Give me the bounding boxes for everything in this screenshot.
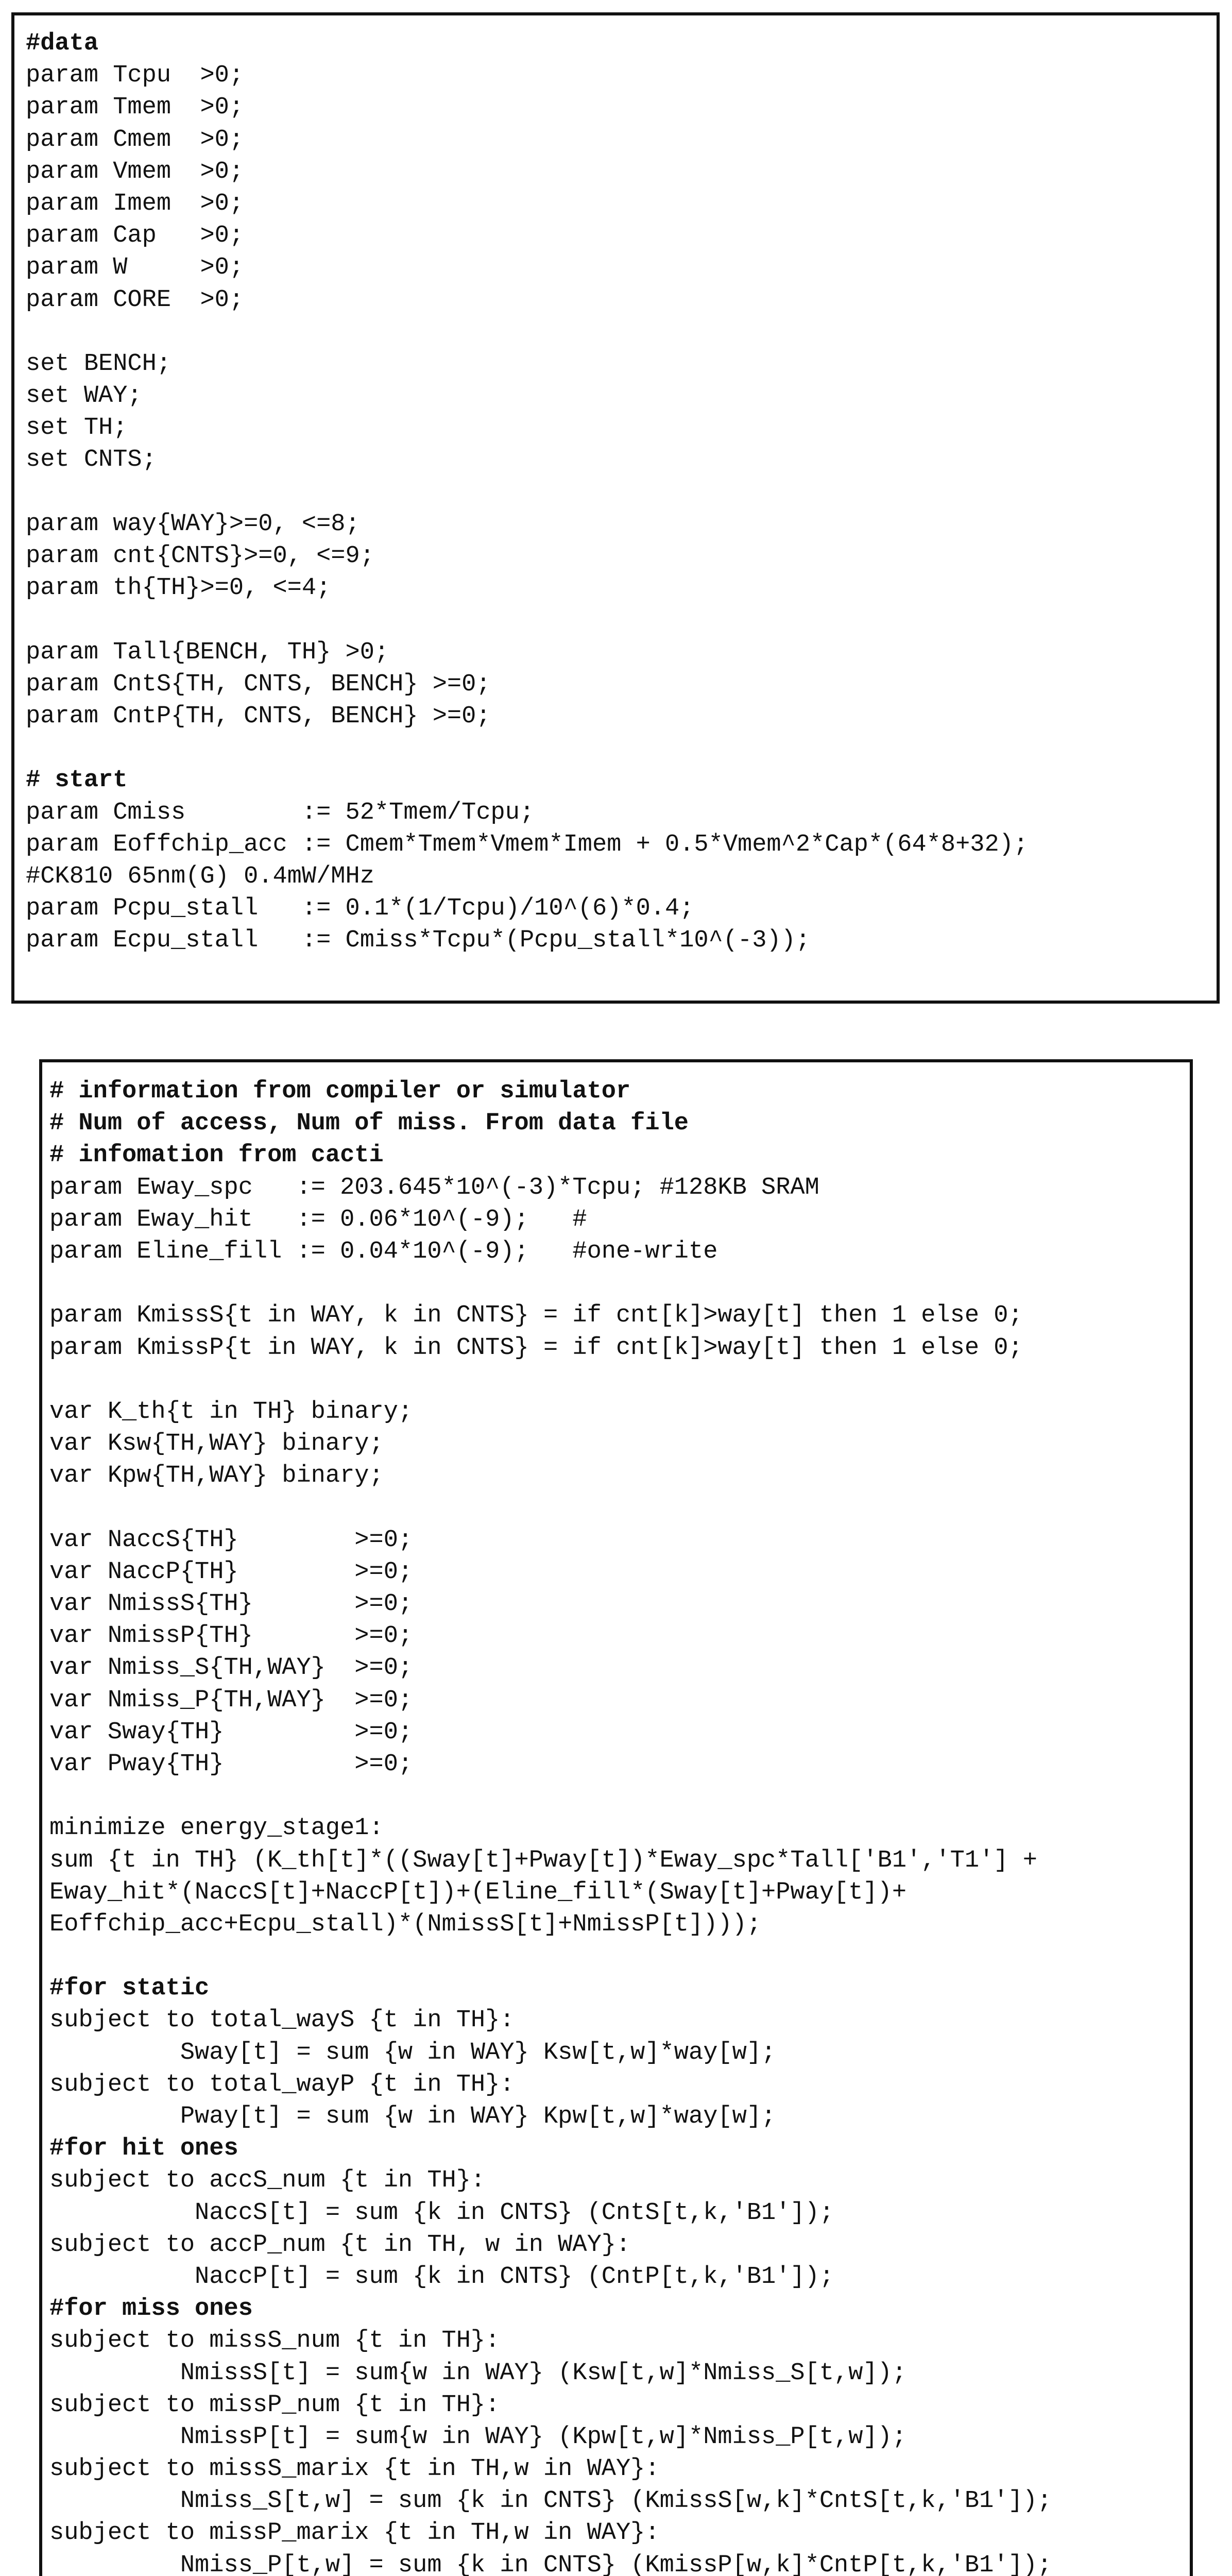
code-line: Nmiss_P[t,w] = sum {k in CNTS} (KmissP[w,k]*CntP[t,k,'B1']); xyxy=(49,2551,1052,2576)
code-line: param W >0; xyxy=(26,254,244,282)
code-line: var Nmiss_P{TH,WAY} >=0; xyxy=(49,1686,413,1714)
code-line xyxy=(26,477,1217,509)
code-line: param Tmem >0; xyxy=(26,94,244,122)
code-line: param KmissP{t in WAY, k in CNTS} = if cnt[k]>way[t] then 1 else 0; xyxy=(49,1334,1023,1362)
code-line xyxy=(49,1268,1190,1300)
code-line: # Num of access, Num of miss. From data file xyxy=(49,1110,689,1138)
code-line: NaccS[t] = sum {k in CNTS} (CntS[t,k,'B1']); xyxy=(49,2199,834,2227)
code-line: minimize energy_stage1: xyxy=(49,1815,384,1842)
code-line: param Eline_fill := 0.04*10^(-9); #one-write xyxy=(49,1238,718,1265)
code-line: # information from compiler or simulator xyxy=(49,1078,631,1105)
code-line xyxy=(26,316,1217,348)
model-file-panel xyxy=(39,1059,1193,2576)
code-line: param Cmiss := 52*Tmem/Tcpu; xyxy=(26,799,535,826)
code-line: subject to total_wayS {t in TH}: xyxy=(49,2007,515,2035)
code-line: param Eway_hit := 0.06*10^(-9); # xyxy=(49,1206,587,1233)
code-line: param KmissS{t in WAY, k in CNTS} = if cnt[k]>way[t] then 1 else 0; xyxy=(49,1302,1023,1330)
code-line: Eoffchip_acc+Ecpu_stall)*(NmissS[t]+NmissP[t]))); xyxy=(49,1910,762,1938)
code-line: Nmiss_S[t,w] = sum {k in CNTS} (KmissS[w,k]*CntS[t,k,'B1']); xyxy=(49,2487,1052,2515)
code-line: Pway[t] = sum {w in WAY} Kpw[t,w]*way[w]; xyxy=(49,2103,776,2130)
code-line xyxy=(26,604,1217,636)
code-line: var NmissS{TH} >=0; xyxy=(49,1590,413,1618)
code-line: set CNTS; xyxy=(26,446,157,474)
code-line: param Tcpu >0; xyxy=(26,62,244,90)
code-line xyxy=(26,733,1217,765)
code-line: #for static xyxy=(49,1975,210,2003)
code-line: param CntS{TH, CNTS, BENCH} >=0; xyxy=(26,670,491,698)
code-line xyxy=(49,1941,1190,1973)
code-line: param Imem >0; xyxy=(26,190,244,217)
code-line: param CntP{TH, CNTS, BENCH} >=0; xyxy=(26,702,491,730)
code-line: set BENCH; xyxy=(26,350,172,378)
code-line xyxy=(49,1364,1190,1396)
model-file-code xyxy=(49,1076,1190,2576)
code-line: subject to missS_num {t in TH}: xyxy=(49,2327,500,2355)
code-line: param CORE >0; xyxy=(26,286,244,314)
code-line: param Pcpu_stall := 0.1*(1/Tcpu)/10^(6)*0.4; xyxy=(26,895,694,923)
code-line: subject to missP_marix {t in TH,w in WAY}: xyxy=(49,2519,660,2547)
code-line: Sway[t] = sum {w in WAY} Ksw[t,w]*way[w]; xyxy=(49,2039,776,2066)
code-line: param th{TH}>=0, <=4; xyxy=(26,574,331,602)
code-line: var NaccP{TH} >=0; xyxy=(49,1558,413,1586)
code-line: sum {t in TH} (K_th[t]*((Sway[t]+Pway[t])*Eway_spc*Tall['B1','T1'] + xyxy=(49,1846,1037,1874)
code-line: NmissS[t] = sum{w in WAY} (Ksw[t,w]*Nmiss_S[t,w]); xyxy=(49,2359,907,2387)
code-line: set WAY; xyxy=(26,382,142,410)
code-line: var Nmiss_S{TH,WAY} >=0; xyxy=(49,1654,413,1682)
code-line: param Cap >0; xyxy=(26,222,244,250)
code-line: param Tall{BENCH, TH} >0; xyxy=(26,638,389,666)
code-line xyxy=(49,1492,1190,1524)
code-line: param cnt{CNTS}>=0, <=9; xyxy=(26,543,374,570)
code-line xyxy=(49,1781,1190,1812)
code-line: subject to accP_num {t in TH, w in WAY}: xyxy=(49,2231,631,2259)
code-line: #data xyxy=(26,30,99,57)
code-line: param Vmem >0; xyxy=(26,158,244,185)
code-line: param Eoffchip_acc := Cmem*Tmem*Vmem*Imem + 0.5*Vmem^2*Cap*(64*8+32); xyxy=(26,831,1029,858)
code-line: # start xyxy=(26,767,128,794)
code-line: var Pway{TH} >=0; xyxy=(49,1750,413,1778)
code-line: NmissP[t] = sum{w in WAY} (Kpw[t,w]*Nmiss_P[t,w]); xyxy=(49,2423,907,2451)
code-line: #for hit ones xyxy=(49,2135,238,2163)
code-line: NaccP[t] = sum {k in CNTS} (CntP[t,k,'B1']); xyxy=(49,2263,834,2291)
code-line: var Sway{TH} >=0; xyxy=(49,1718,413,1746)
code-line: param way{WAY}>=0, <=8; xyxy=(26,510,360,538)
code-line: var Kpw{TH,WAY} binary; xyxy=(49,1462,384,1490)
code-line: param Eway_spc := 203.645*10^(-3)*Tcpu; #128KB SRAM xyxy=(49,1174,819,1201)
data-file-code xyxy=(26,28,1217,957)
code-line: set TH; xyxy=(26,414,128,442)
code-line: var NaccS{TH} >=0; xyxy=(49,1526,413,1554)
code-line: var Ksw{TH,WAY} binary; xyxy=(49,1430,384,1458)
code-line: subject to total_wayP {t in TH}: xyxy=(49,2071,515,2098)
code-line: subject to missS_marix {t in TH,w in WAY}: xyxy=(49,2455,660,2483)
code-line: var K_th{t in TH} binary; xyxy=(49,1398,413,1426)
code-line: #CK810 65nm(G) 0.4mW/MHz xyxy=(26,862,374,890)
code-line: subject to accS_num {t in TH}: xyxy=(49,2167,486,2195)
code-line: var NmissP{TH} >=0; xyxy=(49,1622,413,1650)
code-line: param Cmem >0; xyxy=(26,126,244,154)
data-file-panel xyxy=(11,12,1220,1004)
code-line: param Ecpu_stall := Cmiss*Tcpu*(Pcpu_stall*10^(-3)); xyxy=(26,927,811,955)
code-line: Eway_hit*(NaccS[t]+NaccP[t])+(Eline_fill*(Sway[t]+Pway[t])+ xyxy=(49,1878,907,1906)
code-line: #for miss ones xyxy=(49,2295,253,2323)
code-line: subject to missP_num {t in TH}: xyxy=(49,2391,500,2419)
code-line: # infomation from cacti xyxy=(49,1142,384,1170)
